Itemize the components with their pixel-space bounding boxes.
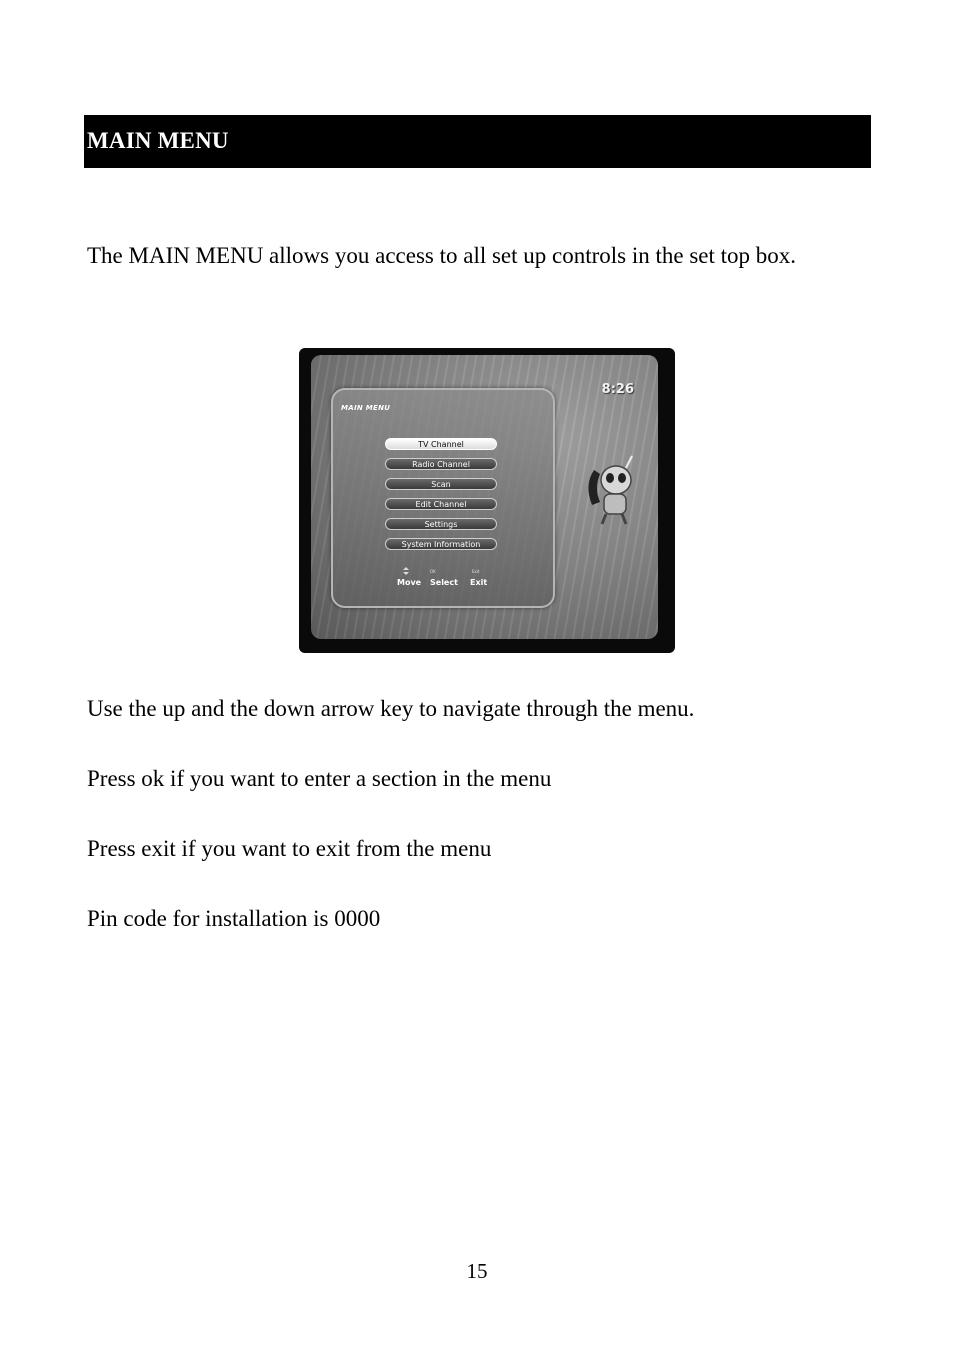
menu-item-edit-channel[interactable]: Edit Channel: [385, 498, 497, 510]
hint-move: Move: [397, 578, 422, 587]
tv-clock: 8:26: [601, 382, 634, 397]
tv-screenshot: [299, 348, 675, 653]
ok-key-label: OK: [430, 569, 436, 574]
intro-paragraph: The MAIN MENU allows you access to all set up controls in the set top box.: [87, 243, 797, 268]
menu-item-tv-channel[interactable]: TV Channel: [385, 438, 497, 450]
menu-item-settings[interactable]: Settings: [385, 518, 497, 530]
navigate-instruction: Use the up and the down arrow key to navigate through the menu.: [87, 696, 695, 721]
section-title: MAIN MENU: [87, 128, 229, 153]
hint-exit: Exit: [470, 578, 488, 587]
ok-instruction: Press ok if you want to enter a section in the menu: [87, 766, 552, 791]
main-menu-panel: [331, 388, 555, 608]
exit-instruction: Press exit if you want to exit from the menu: [87, 836, 492, 861]
menu-panel-title: MAIN MENU: [341, 404, 391, 412]
section-header-bar: [84, 115, 871, 168]
pin-code-note: Pin code for installation is 0000: [87, 906, 381, 931]
cartoon-character-image: [574, 450, 644, 525]
menu-item-radio-channel[interactable]: Radio Channel: [385, 458, 497, 470]
exit-key-label: Exit: [472, 569, 480, 574]
hint-select: Select: [430, 578, 458, 587]
menu-item-scan[interactable]: Scan: [385, 478, 497, 490]
move-arrows-icon: [401, 567, 411, 575]
page-number: 15: [466, 1259, 488, 1283]
tv-screen: [311, 355, 658, 639]
menu-item-system-information[interactable]: System Information: [385, 538, 497, 550]
